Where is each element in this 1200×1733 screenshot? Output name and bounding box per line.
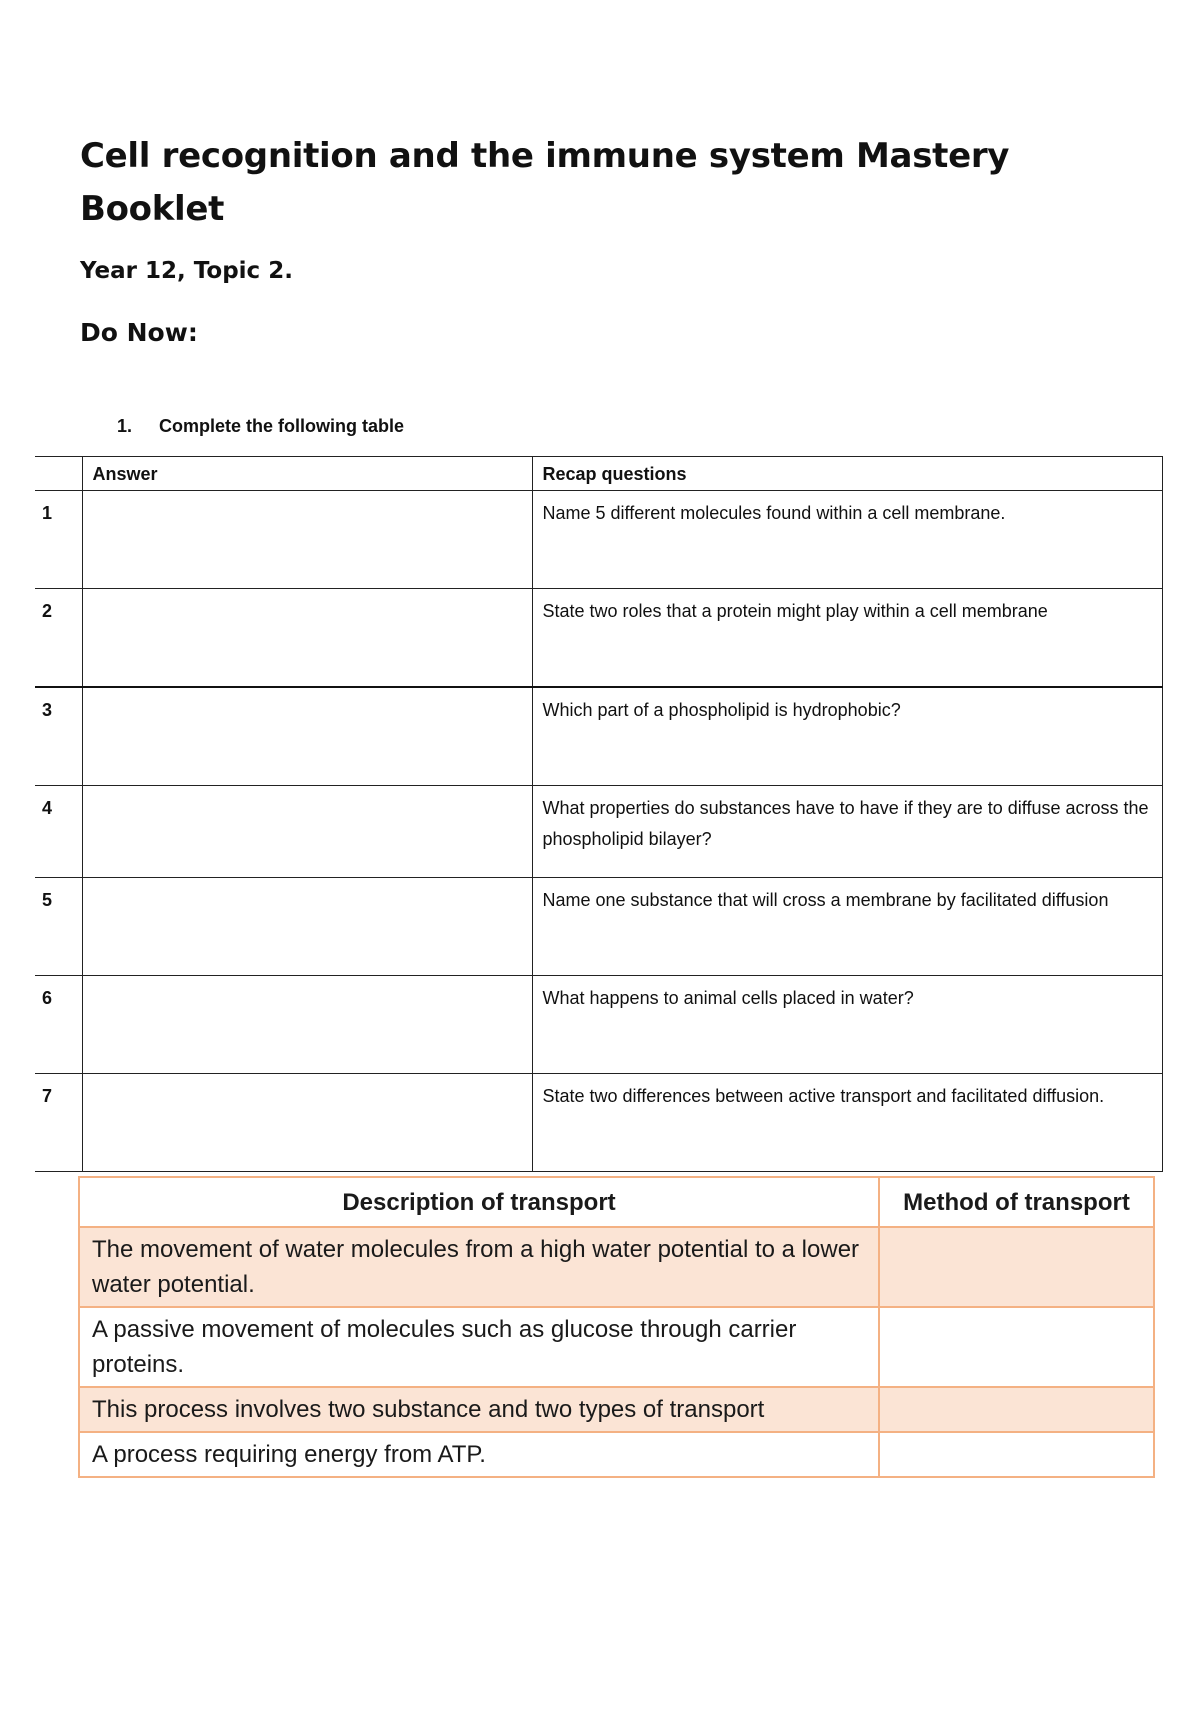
method-cell[interactable] <box>879 1227 1154 1307</box>
answer-cell[interactable] <box>82 687 532 786</box>
row-number: 6 <box>35 976 82 1074</box>
row-number: 3 <box>35 687 82 786</box>
table-row <box>79 1432 1154 1477</box>
instruction-number: 1. <box>117 416 133 436</box>
table-row <box>35 687 1162 786</box>
question-cell: State two roles that a protein might play within a cell membrane <box>532 589 1162 688</box>
method-cell[interactable] <box>879 1432 1154 1477</box>
table-row <box>35 786 1162 878</box>
answer-cell[interactable] <box>82 589 532 688</box>
table-row <box>35 1074 1162 1172</box>
question-cell: Name 5 different molecules found within a cell membrane. <box>532 491 1162 589</box>
instruction-text: Complete the following table <box>159 416 405 436</box>
answer-cell[interactable] <box>82 786 532 878</box>
row-number: 4 <box>35 786 82 878</box>
recap-header-row <box>35 457 1162 491</box>
row-number: 7 <box>35 1074 82 1172</box>
question-cell: What properties do substances have to have if they are to diffuse across the phospholipid bilayer? <box>532 786 1162 878</box>
question-cell: What happens to animal cells placed in water? <box>532 976 1162 1074</box>
row-number: 2 <box>35 589 82 688</box>
page-title: Cell recognition and the immune system Mastery Booklet <box>80 136 1010 229</box>
method-cell[interactable] <box>879 1387 1154 1432</box>
question-cell: Name one substance that will cross a membrane by facilitated diffusion <box>532 878 1162 976</box>
recap-header-num <box>35 457 82 491</box>
table-row <box>79 1387 1154 1432</box>
question-cell: State two differences between active transport and facilitated diffusion. <box>532 1074 1162 1172</box>
answer-cell[interactable] <box>82 1074 532 1172</box>
recap-header-question: Recap questions <box>532 457 1162 491</box>
recap-table <box>35 456 1163 1172</box>
row-number: 5 <box>35 878 82 976</box>
do-now-heading: Do Now: <box>80 318 198 347</box>
description-cell: This process involves two substance and two types of transport <box>79 1387 879 1432</box>
table-row <box>35 878 1162 976</box>
answer-cell[interactable] <box>82 491 532 589</box>
transport-header-description: Description of transport <box>79 1177 879 1227</box>
instruction <box>117 416 404 437</box>
question-cell: Which part of a phospholipid is hydrophobic? <box>532 687 1162 786</box>
answer-cell[interactable] <box>82 976 532 1074</box>
transport-header-row <box>79 1177 1154 1227</box>
table-row <box>35 589 1162 688</box>
description-cell: A process requiring energy from ATP. <box>79 1432 879 1477</box>
row-number: 1 <box>35 491 82 589</box>
table-row <box>79 1227 1154 1307</box>
subtitle: Year 12, Topic 2. <box>80 258 293 284</box>
recap-header-answer: Answer <box>82 457 532 491</box>
description-cell: The movement of water molecules from a high water potential to a lower water potential. <box>79 1227 879 1307</box>
table-row <box>35 976 1162 1074</box>
answer-cell[interactable] <box>82 878 532 976</box>
method-cell[interactable] <box>879 1307 1154 1387</box>
table-row <box>79 1307 1154 1387</box>
table-row <box>35 491 1162 589</box>
transport-table <box>78 1176 1155 1478</box>
transport-header-method: Method of transport <box>879 1177 1154 1227</box>
description-cell: A passive movement of molecules such as glucose through carrier proteins. <box>79 1307 879 1387</box>
